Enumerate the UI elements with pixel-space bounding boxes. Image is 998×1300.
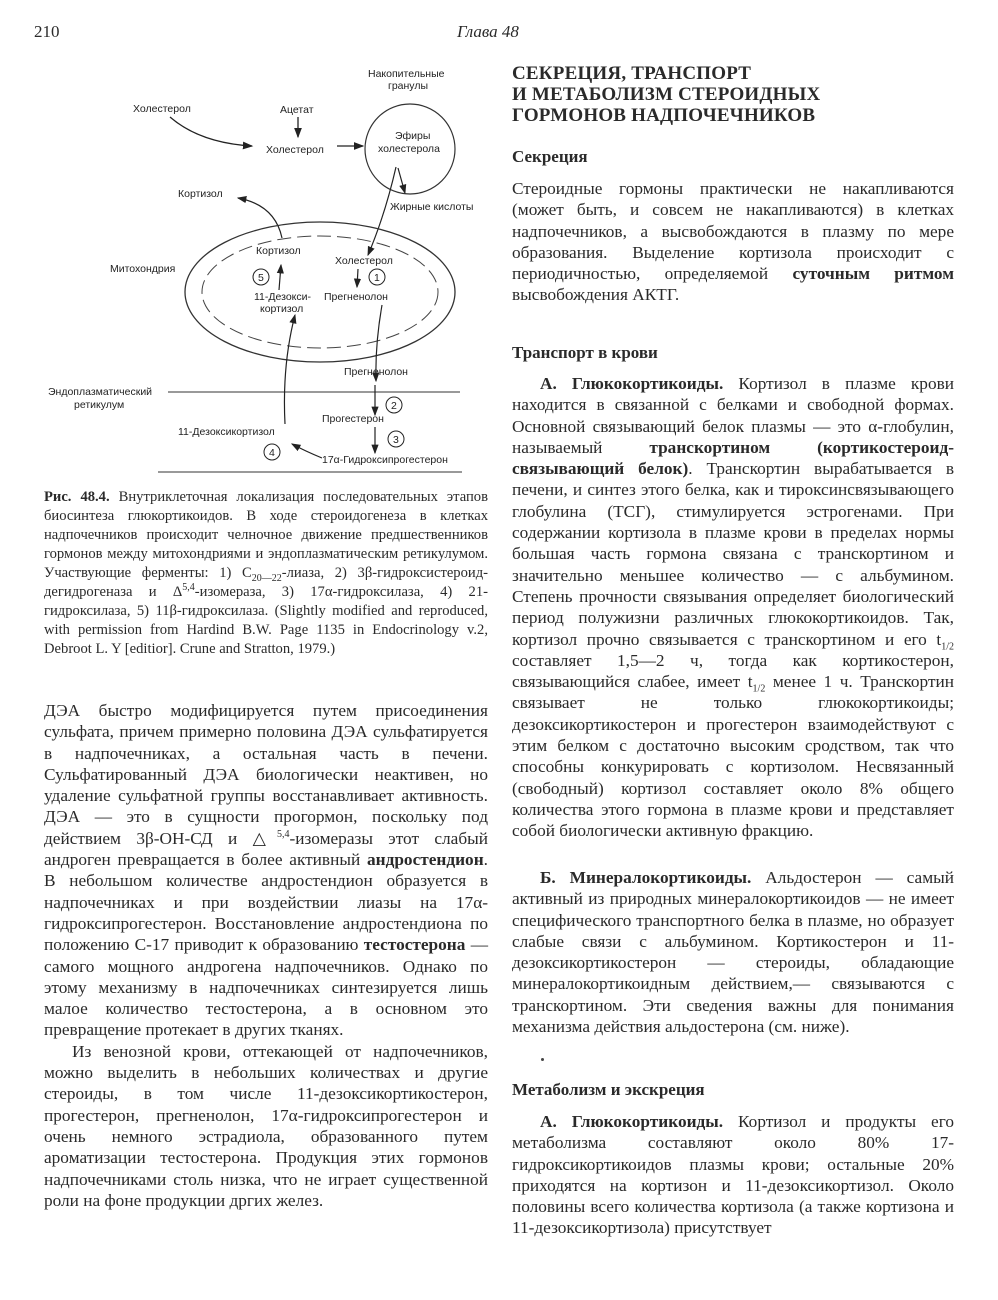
heading-secretion: Секреция	[512, 147, 588, 166]
text: . В небольшом количестве андростендион образуется в надпочечниках и при воздействии лиазы на 17α-гидроксипрогестерон. Восстановление андростендиона по положению С-17 приводит к образованию	[44, 850, 488, 955]
caption-text-2: -лиаза, 2) 3β-гидроксистероид-дегидрогеназа и Δ	[44, 565, 488, 600]
paragraph-mineralocorticoids	[512, 867, 954, 1037]
sub: 1/2	[752, 683, 766, 695]
arrow-cholesterol-to-mid	[170, 117, 252, 146]
text: Альдостерон — самый активный из природных минералокортикоидов — не имеет специфического транспортного белка в плазме, но образует слабые связи с альбумином. Кортикостерон и 11-дезоксикортикостерон — стероиды, обладающие минералокортикоидным действием,— связываются с транскортином. Эти сведения важны для понимания механизма действия альдостерона (см. ниже).	[512, 868, 955, 1037]
label-fatty-acids: Жирные кислоты	[390, 201, 474, 213]
label-deoxycortisol-in-1: 11-Дезокси-	[254, 291, 311, 303]
label-storage-granules-1: Накопительные	[368, 68, 445, 80]
stray-dot	[541, 1058, 544, 1061]
label-deoxycortisol-in-2: кортизол	[260, 303, 304, 315]
step-3-label: 3	[393, 434, 399, 446]
text: составляет 1,5—2 ч, тогда как кортикостерон, связывающийся слабее, имеет t	[512, 650, 954, 692]
step-2-label: 2	[391, 400, 397, 412]
mitochondrion-outer	[185, 222, 455, 362]
mitochondrion-inner	[202, 236, 438, 348]
subheading-mineralocorticoids: Б. Минералокортикоиды.	[540, 868, 752, 887]
label-esters-1: Эфиры	[395, 130, 431, 142]
caption-text-3: -изомераза, 3) 17α-гидроксилаза, 4) 21-гидроксилаза, 5) 11β-гидроксилаза. (Slightly modified and reproduced, with permission from Hardind B.W. Page 1135 in Endocrinology v.2, Debroot L. Y [editior]. Crune and Stratton, 1979.)	[44, 584, 488, 657]
figure-caption	[44, 488, 488, 659]
label-cholesterol-outer: Холестерол	[133, 103, 191, 115]
text: ДЭА быстро модифицируется путем присоединения сульфата, причем примерно половина ДЭА сульфатируется в надпочечниках, а остальная часть в печени. Сульфатированный ДЭА биологически неактивен, но удаление сульфатной группы восстанавливает активность. ДЭА — это в сущности прогормон, поскольку под действием 3β-ОН-СД и △	[44, 701, 488, 848]
label-er-1: Эндоплазматический	[48, 386, 153, 398]
steroidogenesis-diagram	[30, 55, 500, 480]
arrow-step4	[292, 444, 322, 458]
term-transcortin: транскортином (кортикостероид-связывающий белок)	[512, 437, 954, 479]
label-hydroxyprogesterone: 17α-Гидроксипрогестерон	[322, 454, 448, 466]
label-pregnenolone-er: Прегненолон	[344, 366, 408, 378]
title-line: ГОРМОНОВ НАДПОЧЕЧНИКОВ	[512, 105, 816, 126]
heading-metabolism: Метаболизм и экскреция	[512, 1080, 705, 1099]
label-storage-granules-2: гранулы	[388, 80, 429, 92]
subheading-glucocorticoids: А. Глюкокортикоиды.	[540, 374, 724, 393]
text: Кортизол в плазме крови находится в связанной с белками и свободной формах. Основной связывающий белок плазмы — это α-глобулин, называемый	[512, 374, 954, 457]
page-number: 210	[34, 22, 60, 41]
caption-sub: 20—22	[251, 572, 282, 584]
label-mitochondrion: Митохондрия	[110, 263, 176, 275]
label-acetate: Ацетат	[280, 104, 314, 116]
term-circadian-rhythm: суточным ритмом	[792, 264, 954, 284]
arrow-fatty-acids	[398, 168, 405, 193]
label-pregnenolone-in: Прегненолон	[324, 291, 388, 303]
caption-label: Рис. 48.4.	[44, 489, 110, 505]
title-line: СЕКРЕЦИЯ, ТРАНСПОРТ	[512, 63, 752, 84]
text: — самого мощного андрогена надпочечников. Однако по этому механизму в надпочечниках синтезируется лишь малое количество тестостерона, а в основном это превращение протекает в других тканях.	[44, 935, 488, 1040]
text: Стероидные гормоны практически не накапливаются (может быть, и совсем не накапливаются) в клетках надпочечников, а высвобождаются в плазму по мере образования. Выделение кортизола происходит с периодичностью, определяемой	[512, 179, 954, 284]
heading-transport: Транспорт в крови	[512, 343, 658, 362]
paragraph-transport-glucocorticoids	[512, 373, 954, 842]
paragraph-metabolism	[512, 1111, 954, 1239]
step-5-label: 5	[258, 272, 264, 284]
chapter-header: Глава 48	[457, 22, 519, 41]
label-cholesterol-in: Холестерол	[335, 255, 393, 267]
text: -изомеразы этот слабый андроген превращается в более активный	[44, 828, 488, 870]
label-progesterone: Прогестерон	[322, 413, 384, 425]
paragraph-secretion	[512, 178, 954, 306]
arrow-cortisol-out	[238, 198, 282, 238]
label-cortisol-out: Кортизол	[178, 188, 223, 200]
caption-text: Внутриклеточная локализация последовательных этапов биосинтеза глюкортикоидов. В ходе стероидогенеза в клетках надпочечников происходит челночное движение предшественников гормонов между митохондриями и эндоплазматическим ретикулумом. Участвующие ферменты: 1) C	[44, 489, 488, 581]
term-androstenedione: андростендион	[366, 850, 484, 870]
title-line: И МЕТАБОЛИЗМ СТЕРОИДНЫХ	[512, 84, 821, 105]
paragraph-venous-blood: Из венозной крови, оттекающей от надпочечников, можно выделить в небольших количествах и другие стероиды, в том числе 11-дезоксикортикостерон, прогестерон, прегненолон, 17α-гидроксипрогестерон и очень немного эстрадиола, образованного путем ароматизации тестостерона. Продукция этих гормонов надпочечниками столь низка, что не играет существенной роли на фоне продукции дргих желез.	[44, 1041, 488, 1210]
arrow-step1	[357, 269, 358, 287]
subheading-glucocorticoids-2: А. Глюкокортикоиды.	[540, 1112, 724, 1131]
step-1-label: 1	[374, 272, 380, 284]
arrow-step5	[279, 265, 281, 290]
left-column	[44, 700, 488, 1211]
label-deoxycortisol-er: 11-Дезоксикортизол	[178, 426, 275, 438]
sub: 1/2	[941, 641, 954, 653]
paragraph-dea	[44, 700, 488, 1041]
label-cortisol-in: Кортизол	[256, 245, 301, 257]
label-er-2: ретикулум	[74, 399, 125, 411]
text: Кортизол и продукты его метаболизма составляют около 80% 17-гидроксикортикоидов плазмы крови; остальные 20% приходятся на кортизон и 11-дезоксикортизол. Около половины всего количества кортизола (а также кортизона и 11-дезоксикортизола) присутствует	[512, 1112, 954, 1238]
section-title	[512, 63, 820, 126]
sup: 5,4	[277, 829, 290, 841]
label-esters-2: холестерола	[378, 143, 440, 155]
text: менее 1 ч. Транскортин связывает не только глюкокортикоиды; дезоксикортикостерон и прогестерон взаимодействуют с этим белком с достаточно высоким сродством, так что способны конкурировать с кортизолом. Несвязанный (свободный) кортизол составляет около 8% общего количества этого гормона в плазме крови и представляет собой биологически активную фракцию.	[512, 672, 954, 841]
text: . Транскортин вырабатывается в печени, и синтез этого белка, как и тироксинсвязывающего глобулина (ТСГ), стимулируется эстрогенами. При содержании кортизола в плазме крови в пределах нормы большая часть гормона связана с транскортином и значительно меньшее количество — с альбумином. Степень прочности связывания определяет биологический период полужизни различных глюкокортикоидов. Так, кортизол прочно связывается с транскортином и его t	[512, 459, 954, 649]
arrow-deoxycortisol-to-mito	[284, 315, 295, 424]
text: высвобождения АКТГ.	[512, 285, 680, 305]
step-4-label: 4	[269, 447, 275, 459]
term-testosterone: тестостерона	[363, 935, 466, 955]
diagram-svg	[30, 55, 500, 480]
label-cholesterol-mid: Холестерол	[266, 144, 324, 156]
caption-sup: 5,4	[182, 582, 195, 594]
